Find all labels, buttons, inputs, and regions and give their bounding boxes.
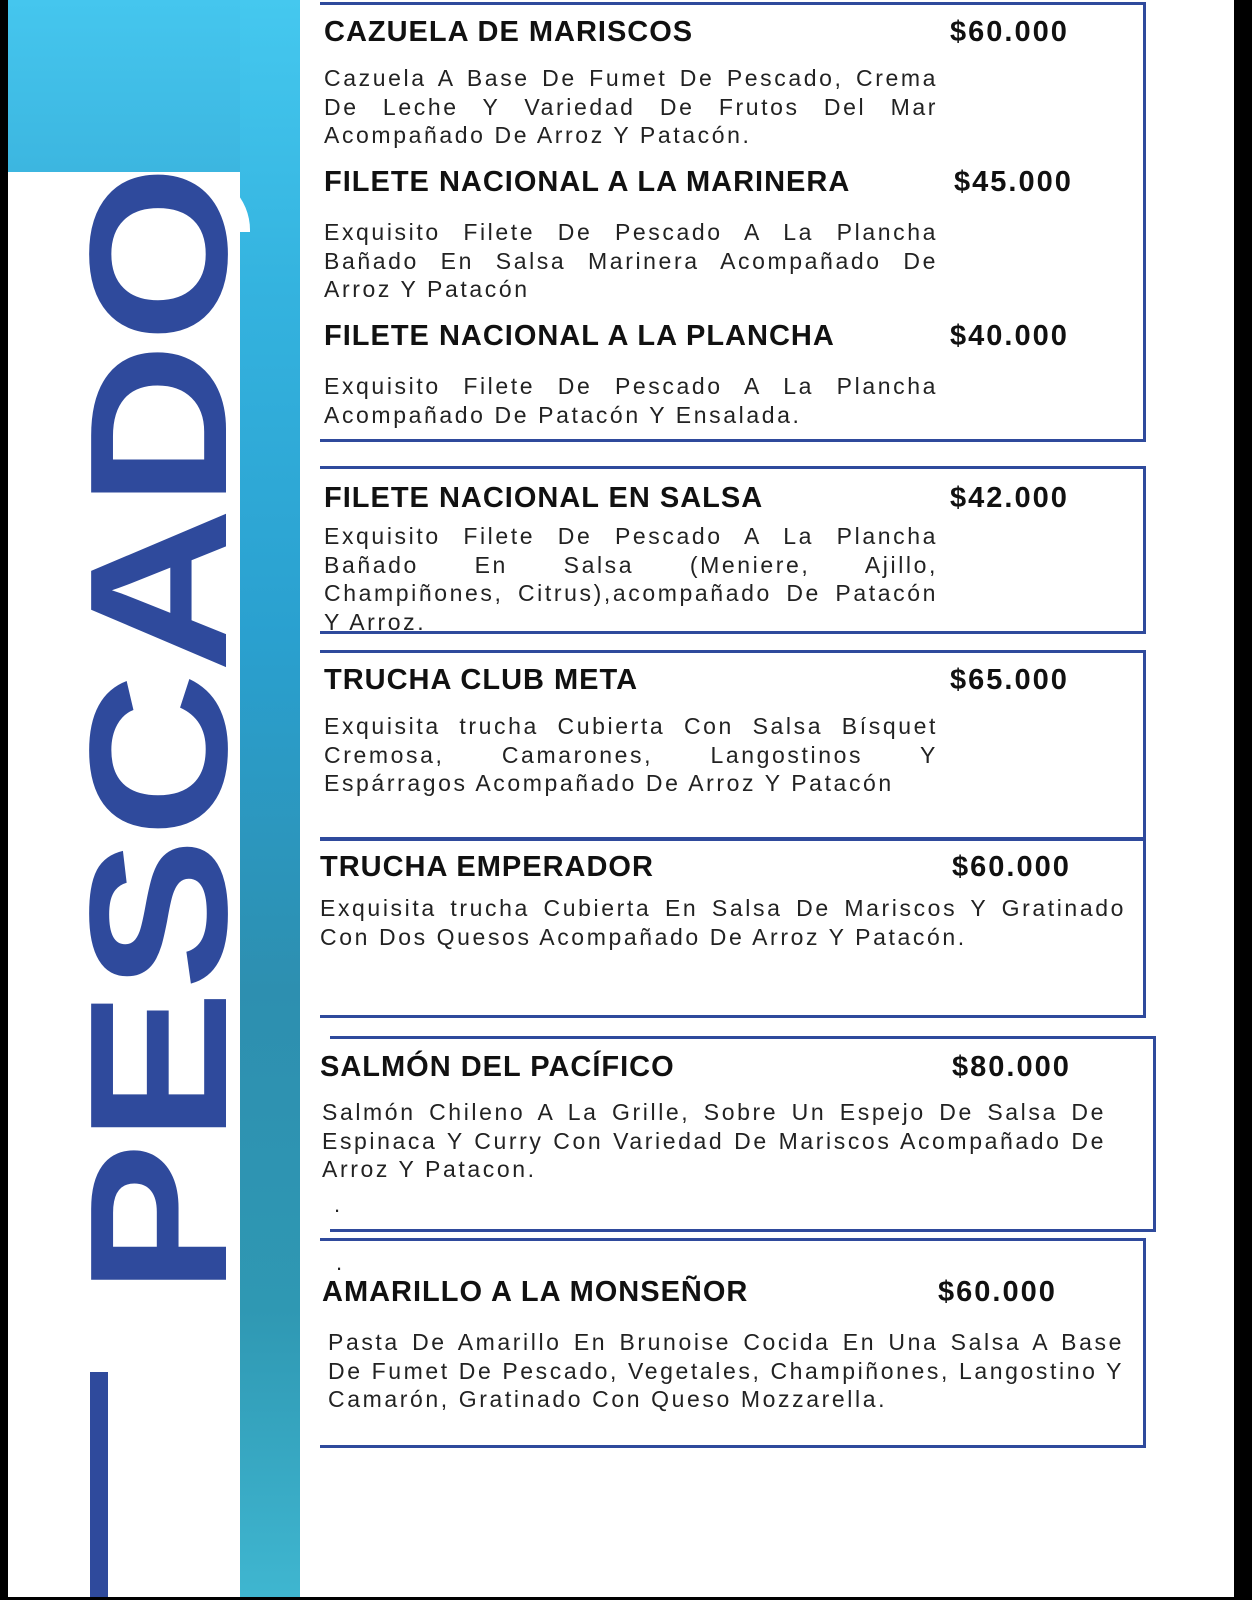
- stray-dot: .: [336, 1250, 343, 1275]
- item-price: $60.000: [950, 16, 1069, 48]
- item-description: Exquisito Filete De Pescado A La Plancha Bañado En Salsa (Meniere, Ajillo, Champiñones, Citrus),acompañado De Patacón Y Arroz.: [324, 523, 938, 635]
- item-name: CAZUELA DE MARISCOS: [324, 16, 694, 48]
- item-description: Exquisita trucha Cubierta Con Salsa Bísquet Cremosa, Camarones, Langostinos Y Espárragos Acompañado De Arroz Y Patacón: [324, 713, 938, 796]
- menu-page: [8, 0, 1234, 1597]
- item-description: Exquisito Filete De Pescado A La Plancha Acompañado De Patacón Y Ensalada.: [324, 373, 938, 428]
- item-price: $42.000: [950, 482, 1069, 514]
- item-name: FILETE NACIONAL A LA PLANCHA: [324, 320, 835, 352]
- item-name: TRUCHA CLUB META: [324, 664, 639, 696]
- item-name: FILETE NACIONAL EN SALSA: [324, 482, 764, 514]
- item-price: $60.000: [952, 851, 1071, 883]
- section-title: PESCADO: [49, 325, 268, 1295]
- item-description: Exquisita trucha Cubierta En Salsa De Mariscos Y Gratinado Con Dos Quesos Acompañado De Arroz Y Patacón.: [320, 895, 1126, 950]
- item-price: $60.000: [938, 1276, 1057, 1308]
- title-underline-bar: [90, 1372, 108, 1597]
- item-description: Pasta De Amarillo En Brunoise Cocida En Una Salsa A Base De Fumet De Pescado, Vegetales, Champiñones, Langostino Y Camarón, Gratinado Con Queso Mozzarella.: [328, 1329, 1125, 1412]
- stray-dot: .: [334, 1192, 341, 1217]
- item-name: SALMÓN DEL PACÍFICO: [320, 1051, 675, 1083]
- item-description: Cazuela A Base De Fumet De Pescado, Crema De Leche Y Variedad De Frutos Del Mar Acompañado De Arroz Y Patacón.: [324, 65, 938, 148]
- item-name: FILETE NACIONAL A LA MARINERA: [324, 166, 851, 198]
- item-name: AMARILLO A LA MONSEÑOR: [322, 1276, 749, 1308]
- item-price: $40.000: [950, 320, 1069, 352]
- item-price: $65.000: [950, 664, 1069, 696]
- section-title-vertical: [8, 0, 268, 1600]
- item-description: Exquisito Filete De Pescado A La Plancha Bañado En Salsa Marinera Acompañado De Arroz Y Patacón: [324, 219, 938, 302]
- item-price: $45.000: [954, 166, 1073, 198]
- item-price: $80.000: [952, 1051, 1071, 1083]
- item-description: Salmón Chileno A La Grille, Sobre Un Espejo De Salsa De Espinaca Y Curry Con Variedad De Mariscos Acompañado De Arroz Y Patacon.: [322, 1099, 1106, 1182]
- item-name: TRUCHA EMPERADOR: [320, 851, 654, 883]
